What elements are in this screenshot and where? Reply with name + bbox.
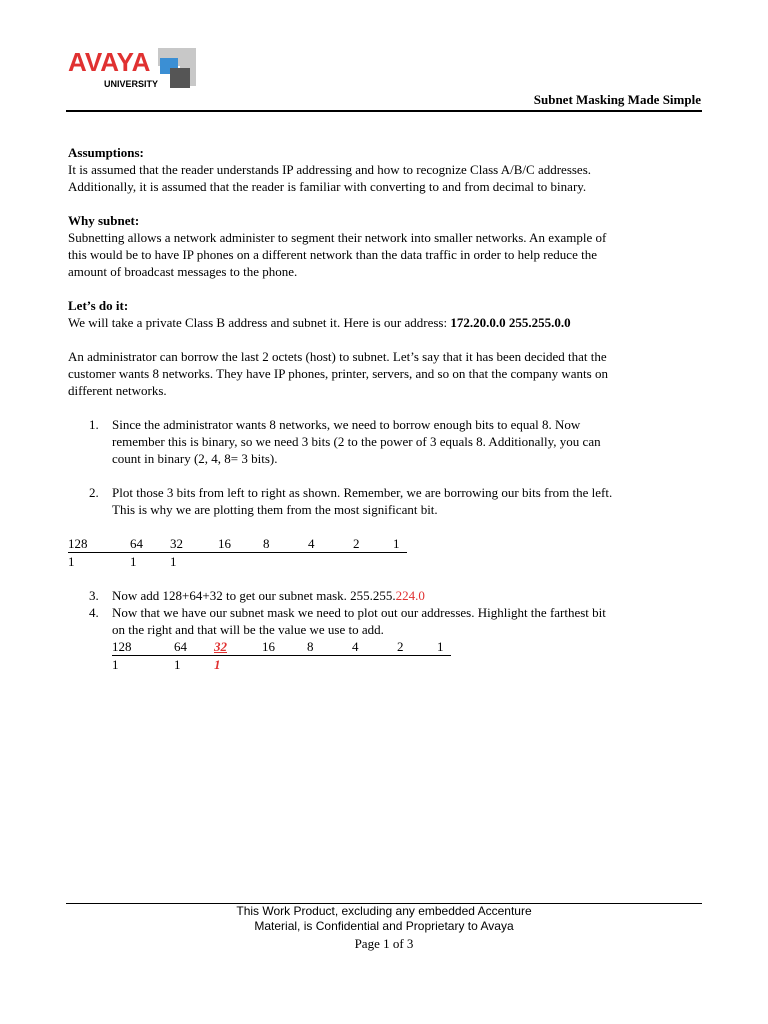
page-footer bbox=[0, 904, 768, 952]
assumptions-line-1: It is assumed that the reader understands IP addressing and how to recognize Class A/B/C addresses. bbox=[68, 162, 592, 177]
table1-power-128: 128 bbox=[68, 535, 130, 553]
step-4-line-2: on the right and that will be the value we use to add. bbox=[112, 622, 384, 637]
bits-table-1 bbox=[68, 535, 407, 570]
step-4-line-1: Now that we have our subnet mask we need to plot out our addresses. Highlight the farthest bit bbox=[112, 605, 606, 620]
heading-lets-do-it: Let’s do it: bbox=[68, 298, 129, 313]
ip-address-value: 172.20.0.0 255.255.0.0 bbox=[450, 315, 571, 330]
section-lets-do-it bbox=[68, 297, 702, 331]
table2-power-8: 8 bbox=[307, 638, 352, 656]
step-1-line-1: Since the administrator wants 8 networks, we need to borrow enough bits to equal 8. Now bbox=[112, 417, 581, 432]
document-title: Subnet Masking Made Simple bbox=[533, 92, 701, 107]
bits-table-2-powers-row bbox=[112, 638, 451, 656]
step-3-number: 3. bbox=[89, 588, 99, 603]
header-rule bbox=[66, 110, 702, 112]
table2-power-32-highlight: 32 bbox=[214, 639, 227, 654]
table1-bit-3: 1 bbox=[170, 554, 177, 569]
table2-bit-1: 1 bbox=[112, 657, 119, 672]
document-body bbox=[68, 144, 702, 690]
table2-power-64: 64 bbox=[174, 638, 214, 656]
table2-power-16: 16 bbox=[262, 638, 307, 656]
assumptions-line-2: Additionally, it is assumed that the reader is familiar with converting to and from decimal to binary. bbox=[68, 179, 587, 194]
bits-table-2 bbox=[112, 638, 451, 673]
page-number: Page 1 of 3 bbox=[354, 936, 414, 951]
table2-bit-2: 1 bbox=[174, 657, 181, 672]
table2-power-1: 1 bbox=[437, 638, 451, 656]
table1-bit-1: 1 bbox=[68, 554, 75, 569]
why-line-1: Subnetting allows a network administer to segment their network into smaller networks. An example of bbox=[68, 230, 607, 245]
heading-assumptions: Assumptions: bbox=[68, 145, 144, 160]
section-why-subnet bbox=[68, 212, 702, 280]
steps-list-b bbox=[68, 587, 702, 673]
table1-power-32: 32 bbox=[170, 535, 218, 553]
table2-power-2: 2 bbox=[397, 638, 437, 656]
step-3 bbox=[68, 587, 702, 604]
table1-power-64: 64 bbox=[130, 535, 170, 553]
footer-line-1: This Work Product, excluding any embedded Accenture bbox=[236, 904, 532, 918]
step-2-line-1: Plot those 3 bits from left to right as shown. Remember, we are borrowing our bits from the left. bbox=[112, 485, 613, 500]
step-1-line-2: remember this is binary, so we need 3 bits (2 to the power of 3 equals 8. Additionally, you can bbox=[112, 434, 601, 449]
admin-line-1: An administrator can borrow the last 2 octets (host) to subnet. Let’s say that it has been decided that the bbox=[68, 349, 607, 364]
table1-power-4: 4 bbox=[308, 535, 353, 553]
table1-power-1: 1 bbox=[393, 535, 407, 553]
logo-sub-text: UNIVERSITY bbox=[104, 79, 159, 89]
table1-power-8: 8 bbox=[263, 535, 308, 553]
step-1 bbox=[68, 416, 702, 467]
admin-line-2: customer wants 8 networks. They have IP phones, printer, servers, and so on that the company wants on bbox=[68, 366, 608, 381]
steps-list-a bbox=[68, 416, 702, 518]
why-line-3: amount of broadcast messages to the phone. bbox=[68, 264, 298, 279]
table2-bit-3-highlight: 1 bbox=[214, 657, 221, 672]
admin-line-3: different networks. bbox=[68, 383, 167, 398]
bits-table-2-bits-row bbox=[112, 656, 451, 674]
step-1-number: 1. bbox=[89, 417, 99, 432]
section-assumptions bbox=[68, 144, 702, 195]
table2-power-4: 4 bbox=[352, 638, 397, 656]
table1-bit-2: 1 bbox=[130, 554, 137, 569]
avaya-university-logo bbox=[66, 42, 206, 92]
step-2-line-2: This is why we are plotting them from the most significant bit. bbox=[112, 502, 438, 517]
section-admin bbox=[68, 348, 702, 399]
step-2-number: 2. bbox=[89, 485, 99, 500]
subnet-mask-highlight: 224.0 bbox=[395, 588, 425, 603]
step-1-line-3: count in binary (2, 4, 8= 3 bits). bbox=[112, 451, 278, 466]
heading-why-subnet: Why subnet: bbox=[68, 213, 140, 228]
footer-line-2: Material, is Confidential and Proprietary to Avaya bbox=[254, 919, 514, 933]
step-4-number: 4. bbox=[89, 605, 99, 620]
bits-table-1-bits-row bbox=[68, 553, 407, 571]
bits-table-1-powers-row bbox=[68, 535, 407, 553]
why-line-2: this would be to have IP phones on a different network than the data traffic in order to help reduce the bbox=[68, 247, 597, 262]
table1-power-2: 2 bbox=[353, 535, 393, 553]
table1-power-16: 16 bbox=[218, 535, 263, 553]
logo-brand-text: AVAYA bbox=[68, 47, 151, 77]
lets-intro: We will take a private Class B address and subnet it. Here is our address: bbox=[68, 315, 451, 330]
step-3-text: Now add 128+64+32 to get our subnet mask. 255.255. bbox=[112, 588, 396, 603]
step-2 bbox=[68, 484, 702, 518]
table2-power-128: 128 bbox=[112, 638, 174, 656]
step-4 bbox=[68, 604, 702, 673]
